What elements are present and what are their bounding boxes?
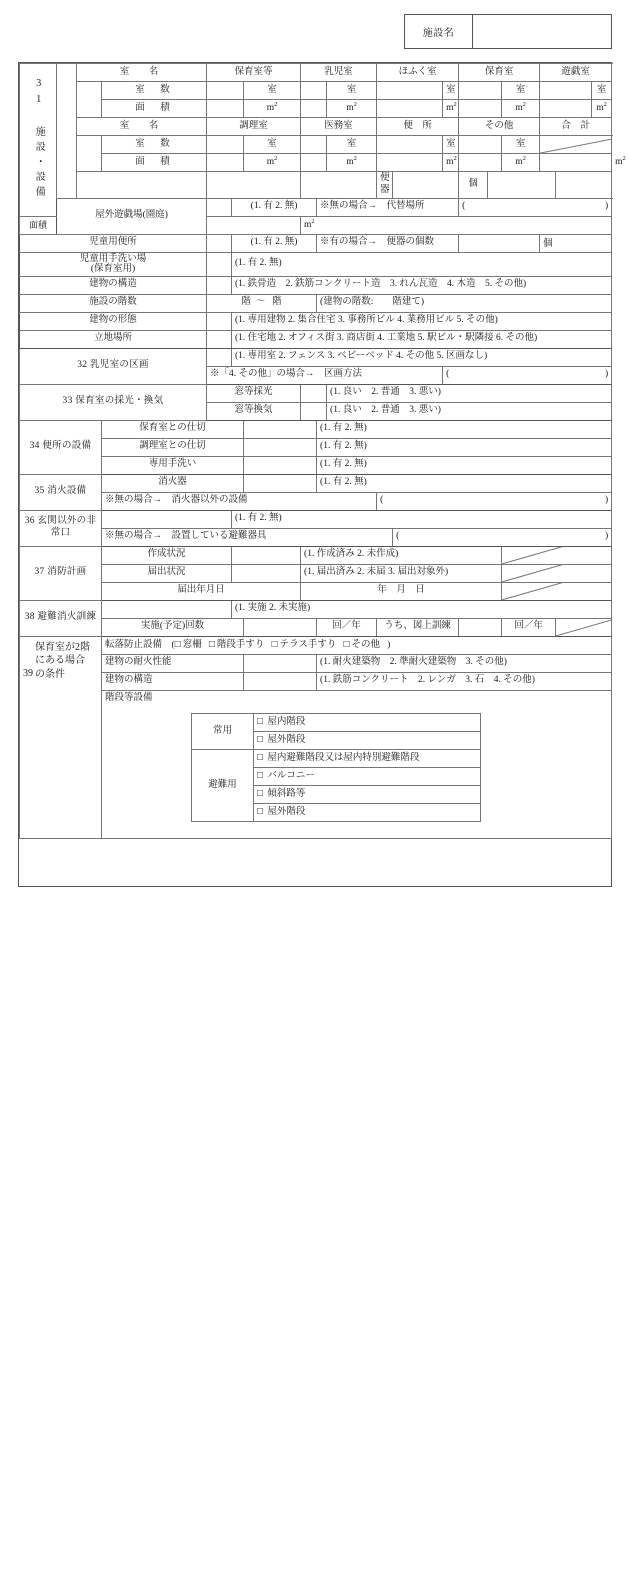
checkbox-icon-indoor-evac-stairs[interactable]: □ — [257, 752, 264, 764]
roomcount-value-0[interactable] — [301, 82, 327, 100]
row-section38-b — [20, 618, 612, 636]
row-roomarea-2: 面 積 $m^2$ $m^2$ $m^2$ $m^2$ $m^2$ — [20, 154, 612, 172]
roomarea-value-0[interactable] — [301, 100, 327, 118]
outdoor-area-value[interactable] — [207, 216, 301, 234]
section37-row0-name: 作成状況 — [102, 546, 232, 564]
child-washbasin-choice: (1. 有 2. 無) — [232, 252, 612, 276]
fall-prevention-name: 転落防止設備 — [105, 639, 163, 650]
stairs-item-hinan-3[interactable]: □ 屋外階段 — [254, 804, 481, 822]
checkbox-icon-ramp[interactable]: □ — [257, 788, 264, 800]
location-answer[interactable] — [207, 330, 232, 348]
roomcount-value-3[interactable] — [540, 82, 592, 100]
section39-structure-name: 建物の構造 — [102, 672, 244, 690]
stairs-kind-hinan: 避難用 — [192, 750, 254, 822]
checkbox-icon-other[interactable]: □ — [343, 638, 350, 650]
fixture-spacer-d — [488, 172, 556, 199]
section39-stairs-title: 階段等設備 — [102, 690, 612, 708]
section38-count-unit: 回／年 — [317, 618, 377, 636]
roomarea2-value-1[interactable] — [301, 154, 327, 172]
section36-equipment-input[interactable]: ( ) — [393, 528, 612, 546]
spacer-col-31 — [57, 64, 77, 199]
section37-row2-struck — [502, 582, 612, 600]
fall-option-0: 窓柵 — [182, 639, 202, 650]
roomcount-unit-3: 室 — [502, 82, 540, 100]
row-section36-a — [20, 510, 612, 528]
section34-row1-name: 調理室との仕切 — [102, 438, 244, 456]
section38-map-label: うち、図上訓練 — [377, 618, 459, 636]
building-form-choice: (1. 専用建物 2. 集合住宅 3. 事務所ビル 4. 業務用ビル 5. その他) — [232, 312, 612, 330]
section37-row1-struck — [502, 564, 612, 582]
room2-header-1: 医務室 — [301, 118, 377, 136]
fixture-spacer-a — [77, 172, 207, 199]
roomcount2-unit-1: 室 — [327, 136, 377, 154]
row-child-toilet — [20, 234, 612, 252]
row-section33-a — [20, 384, 612, 402]
section34-row0-answer[interactable] — [244, 420, 317, 438]
section-35-label: 35 消火設備 — [20, 474, 102, 510]
roomname-header-1: 室 名 — [77, 64, 207, 82]
section38-count-value[interactable] — [244, 618, 317, 636]
section-31-vertical-label: 31 施設・設備 — [20, 64, 57, 217]
outdoor-area-label: 面積 — [20, 216, 57, 234]
roomcount2-value-3[interactable] — [459, 136, 502, 154]
child-washbasin-label: 児童用手洗い場 (保育室用) — [20, 252, 207, 276]
room2-header-0: 調理室 — [207, 118, 301, 136]
section34-row2-name: 専用手洗い — [102, 456, 244, 474]
section35-note: ※無の場合→ 消火器以外の設備 — [102, 492, 377, 510]
toilet-fixture-value[interactable] — [393, 172, 459, 199]
row-section36-b — [20, 528, 612, 546]
roomcount2-value-1[interactable] — [301, 136, 327, 154]
stairs-row-hinan-1 — [192, 750, 481, 768]
outdoor-playground-answer[interactable] — [207, 198, 232, 216]
checkbox-icon-stair-handrail[interactable]: □ — [208, 638, 215, 650]
row-section34-a — [20, 420, 612, 438]
section39-fire-resistance-answer[interactable] — [244, 654, 317, 672]
row-outdoor-playground-1 — [20, 198, 612, 216]
outdoor-area-unit: $m^2$ — [301, 216, 612, 234]
facility-name-label: 施設名 — [405, 15, 473, 48]
roomarea-label-1: 面 積 — [102, 100, 207, 118]
roomcount-label-1: 室 数 — [102, 82, 207, 100]
section34-row1-answer[interactable] — [244, 438, 317, 456]
stairs-equipment-table — [191, 713, 481, 822]
child-toilet-count-unit: 個 — [540, 234, 612, 252]
subroom-header-1: ほふく室 — [377, 64, 459, 82]
fall-option-3: その他 — [351, 639, 381, 650]
facility-floors-note: (建物の階数: 階建て) — [317, 294, 612, 312]
roomarea-value-2[interactable] — [459, 100, 502, 118]
section39-fall-prevention-row: 転落防止設備 (□ 窓柵 □ 階段手すり □ テラス手すり □ その他 ) — [102, 636, 612, 654]
child-toilet-count-value[interactable] — [459, 234, 540, 252]
roomcount-unit-2: 室 — [443, 82, 459, 100]
section39-fire-resistance-choice: (1. 耐火建築物 2. 準耐火建築物 3. その他) — [317, 654, 612, 672]
roomarea2-value-2[interactable] — [377, 154, 443, 172]
roomarea-spacer-2 — [77, 154, 102, 172]
row-roomname-2 — [20, 118, 612, 136]
fall-option-2: テラス手すり — [279, 639, 337, 650]
roomname-main-1: 保育室等 — [207, 64, 301, 82]
roomcount2-value-0[interactable] — [207, 136, 244, 154]
roomcount-value-1[interactable] — [377, 82, 443, 100]
roomarea-unit-1: $m^2$ — [327, 100, 377, 118]
roomarea2-unit-3: $m^2$ — [502, 154, 540, 172]
section34-row2-answer[interactable] — [244, 456, 317, 474]
stairs-item-hinan-2[interactable]: □ 傾斜路等 — [254, 786, 481, 804]
roomcount2-value-2[interactable] — [377, 136, 443, 154]
row-building-form — [20, 312, 612, 330]
toilet-fixture-unit: 個 — [459, 172, 488, 199]
stairs-item-hinan-0[interactable]: □ 屋内避難階段又は屋内特別避難階段 — [254, 750, 481, 768]
building-form-answer[interactable] — [207, 312, 232, 330]
section37-row0-struck — [502, 546, 612, 564]
section39-stairs-container — [102, 708, 612, 838]
outdoor-playground-alt-input[interactable]: ( ) — [459, 198, 612, 216]
row-section39-stairs-table — [20, 708, 612, 838]
row-building-structure — [20, 276, 612, 294]
section33-row1-name: 窓等換気 — [207, 402, 301, 420]
outdoor-playground-label: 屋外遊戯場(園庭) — [57, 198, 207, 234]
checkbox-icon-indoor-stairs[interactable]: □ — [257, 716, 264, 728]
section38-count-label: 実施(予定)回数 — [102, 618, 244, 636]
roomarea2-unit-1: $m^2$ — [327, 154, 377, 172]
section35-other-input[interactable]: ( ) — [377, 492, 612, 510]
fixture-spacer-c — [301, 172, 377, 199]
facility-floors-label: 施設の階数 — [20, 294, 207, 312]
row-section37-a — [20, 546, 612, 564]
section33-row0-choice: (1. 良い 2. 普通 3. 悪い) — [327, 384, 612, 402]
section34-row1-choice: (1. 有 2. 無) — [317, 438, 612, 456]
roomarea-value-1[interactable] — [377, 100, 443, 118]
roomcount-unit-1: 室 — [327, 82, 377, 100]
roomarea-label-2: 面 積 — [102, 154, 207, 172]
fall-option-1: 階段手すり — [216, 639, 265, 650]
subroom-header-2: 保育室 — [459, 64, 540, 82]
child-toilet-answer[interactable] — [207, 234, 232, 252]
stairs-item-joyo-1[interactable]: □ 屋外階段 — [254, 732, 481, 750]
outdoor-playground-note: ※無の場合→ 代替場所 — [317, 198, 459, 216]
row-section34-c — [20, 456, 612, 474]
roomarea-unit-3: $m^2$ — [502, 100, 540, 118]
section39-structure-choice: (1. 鉄筋コンクリート 2. レンガ 3. 石 4. その他) — [317, 672, 612, 690]
section38-struck — [556, 618, 612, 636]
section37-row1-answer[interactable] — [232, 564, 301, 582]
facility-floors-range[interactable]: 階 ～ 階 — [207, 294, 317, 312]
section33-row0-name: 窓等採光 — [207, 384, 301, 402]
section36-choice: (1. 有 2. 無) — [232, 510, 612, 528]
roomarea-unit-0: $m^2$ — [244, 100, 301, 118]
section37-date-input[interactable]: 年 月 日 — [301, 582, 502, 600]
roomcount-unit-4: 室 — [592, 82, 612, 100]
roomcount2-unit-2: 室 — [443, 136, 459, 154]
section35-row-name: 消火器 — [102, 474, 244, 492]
room2-header-2: 便 所 — [377, 118, 459, 136]
row-roomcount-2 — [20, 136, 612, 154]
row-roomname-1 — [20, 64, 612, 82]
roomarea2-unit-0: $m^2$ — [244, 154, 301, 172]
room2-header-3: その他 — [459, 118, 540, 136]
stairs-item-joyo-0[interactable]: □ 屋内階段 — [254, 714, 481, 732]
facility-name-input[interactable] — [473, 15, 611, 48]
stairs-item-hinan-1[interactable]: □ バルコニー — [254, 768, 481, 786]
roomcount-label-2: 室 数 — [102, 136, 207, 154]
section32-answer[interactable] — [207, 348, 232, 366]
section34-row2-choice: (1. 有 2. 無) — [317, 456, 612, 474]
roomarea2-unit-2: $m^2$ — [443, 154, 459, 172]
fixture-spacer-b — [207, 172, 301, 199]
section33-row0-answer[interactable] — [301, 384, 327, 402]
fixture-spacer-e — [556, 172, 612, 199]
roomcount2-unit-0: 室 — [244, 136, 301, 154]
child-washbasin-answer[interactable] — [207, 252, 232, 276]
section-34-label: 34 便所の設備 — [20, 420, 102, 474]
roomarea-unit-4: $m^2$ — [592, 100, 612, 118]
row-location — [20, 330, 612, 348]
section39-structure-answer[interactable] — [244, 672, 317, 690]
form-grid — [19, 63, 626, 839]
subroom-header-3: 遊戯室 — [540, 64, 612, 82]
section37-row0-answer[interactable] — [232, 546, 301, 564]
section38-choice: (1. 実施 2. 未実施) — [232, 600, 612, 618]
section34-row0-choice: (1. 有 2. 無) — [317, 420, 612, 438]
checkbox-icon-outdoor-stairs-evac[interactable]: □ — [257, 806, 264, 818]
roomarea-value-hoikushitsu[interactable] — [207, 100, 244, 118]
building-form-label: 建物の形態 — [20, 312, 207, 330]
row-section38-a — [20, 600, 612, 618]
row-child-washbasin — [20, 252, 612, 276]
stairs-row-joyo-1 — [192, 714, 481, 732]
section37-date-label: 届出年月日 — [102, 582, 301, 600]
section34-row0-name: 保育室との仕切 — [102, 420, 244, 438]
section36-note: ※無の場合→ 設置している避難器具 — [102, 528, 393, 546]
row-section37-b — [20, 564, 612, 582]
section33-row1-choice: (1. 良い 2. 普通 3. 悪い) — [327, 402, 612, 420]
row-section35-b — [20, 492, 612, 510]
roomarea-unit-2: $m^2$ — [443, 100, 459, 118]
row-section39-stairs-title — [20, 690, 612, 708]
roomcount-unit-0: 室 — [244, 82, 301, 100]
row-section34-b — [20, 438, 612, 456]
checkbox-icon-balcony[interactable]: □ — [257, 770, 264, 782]
section33-row1-answer[interactable] — [301, 402, 327, 420]
section-33-label: 33 保育室の採光・換気 — [20, 384, 207, 420]
facility-name-box — [404, 14, 612, 49]
section32-choice: (1. 専用室 2. フェンス 3. ベビーベッド 4. その他 5. 区画なし) — [232, 348, 612, 366]
section-32-label: 32 乳児室の区画 — [20, 348, 207, 384]
main-form-frame — [18, 62, 626, 887]
roomarea-spacer-1 — [77, 100, 102, 118]
roomarea2-value-0[interactable] — [207, 154, 244, 172]
building-structure-answer[interactable] — [207, 276, 232, 294]
section-38-label: 38 避難消火訓練 — [20, 600, 102, 636]
section39-fire-resistance-name: 建物の耐火性能 — [102, 654, 244, 672]
stairs-kind-joyo: 常用 — [192, 714, 254, 750]
section37-row0-choice: (1. 作成済み 2. 未作成) — [301, 546, 502, 564]
section-36-label: 36 玄関以外の非常口 — [20, 510, 102, 546]
row-section39-c — [20, 672, 612, 690]
section-37-label: 37 消防計画 — [20, 546, 102, 600]
checkbox-icon-outdoor-stairs[interactable]: □ — [257, 734, 264, 746]
section38-answer[interactable] — [102, 600, 232, 618]
section32-note: ※「4. その他」の場合→ 区画方法 — [207, 366, 443, 384]
section-39-label: 39 保育室が2階にある場合 の条件 — [20, 636, 102, 838]
row-section35-a — [20, 474, 612, 492]
roomname-header-2: 室 名 — [77, 118, 207, 136]
building-structure-label: 建物の構造 — [20, 276, 207, 294]
roomarea-value-3[interactable] — [540, 100, 592, 118]
toilet-fixture-label: 便器 — [377, 172, 393, 199]
section37-row1-name: 届出状況 — [102, 564, 232, 582]
row-toilet-fixture — [20, 172, 612, 199]
roomcount-value-2[interactable] — [459, 82, 502, 100]
row-section39-b — [20, 654, 612, 672]
checkbox-icon-window-rail[interactable]: □ — [174, 638, 181, 650]
row-section39-a — [20, 636, 612, 654]
section32-method-input[interactable]: ( ) — [443, 366, 612, 384]
section37-row1-choice: (1. 届出済み 2. 未届 3. 届出対象外) — [301, 564, 502, 582]
row-roomcount-1 — [20, 82, 612, 100]
section35-row-answer[interactable] — [244, 474, 317, 492]
roomarea2-value-3[interactable] — [459, 154, 502, 172]
roomcount-value-hoikushitsu[interactable] — [207, 82, 244, 100]
building-structure-choice: (1. 鉄骨造 2. 鉄筋コンクリート造 3. れん瓦造 4. 木造 5. その他) — [232, 276, 612, 294]
section35-row-choice: (1. 有 2. 無) — [317, 474, 612, 492]
roomarea-total-value[interactable] — [540, 154, 612, 172]
section38-map-value[interactable] — [459, 618, 502, 636]
room2-header-4: 合 計 — [540, 118, 612, 136]
row-roomarea-1 — [20, 100, 612, 118]
child-toilet-choice: (1. 有 2. 無) — [232, 234, 317, 252]
roomcount-spacer-1 — [77, 82, 102, 100]
row-section37-c — [20, 582, 612, 600]
roomcount-spacer-2 — [77, 136, 102, 154]
location-label: 立地場所 — [20, 330, 207, 348]
location-choice: (1. 住宅地 2. オフィス街 3. 商店街 4. 工業地 5. 駅ビル・駅隣接 6. その他) — [232, 330, 612, 348]
child-toilet-label: 児童用便所 — [20, 234, 207, 252]
roomcount-total-struck — [540, 136, 612, 154]
section36-answer[interactable] — [102, 510, 232, 528]
checkbox-icon-terrace-handrail[interactable]: □ — [271, 638, 278, 650]
row-section32-a — [20, 348, 612, 366]
outdoor-playground-choice: (1. 有 2. 無) — [232, 198, 317, 216]
subroom-header-0: 乳児室 — [301, 64, 377, 82]
row-facility-floors — [20, 294, 612, 312]
roomcount2-unit-3: 室 — [502, 136, 540, 154]
child-toilet-note: ※有の場合→ 便器の個数 — [317, 234, 459, 252]
section38-map-unit: 回／年 — [502, 618, 556, 636]
